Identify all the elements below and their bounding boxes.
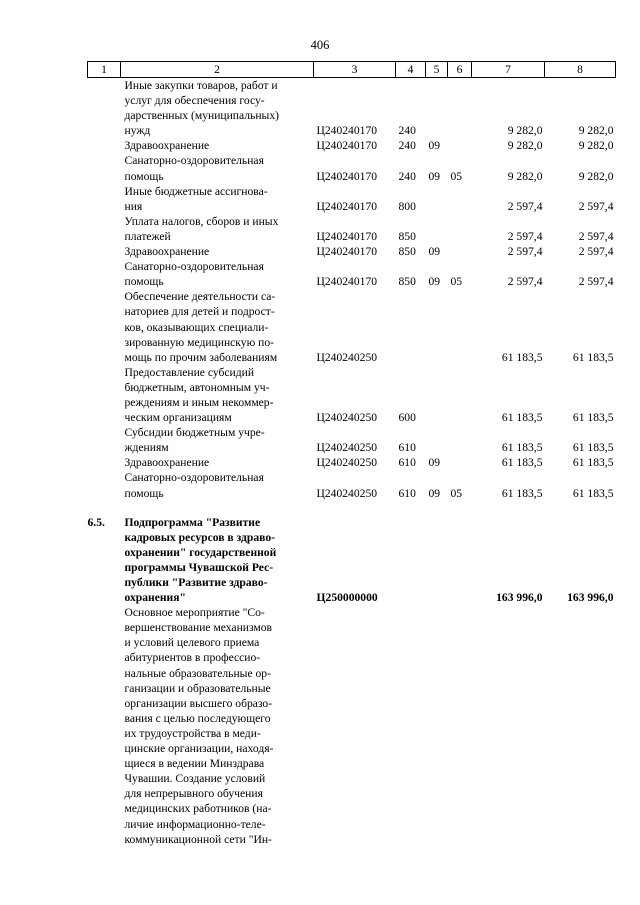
column-number-row [88,62,616,78]
row-vr: 850 [398,275,416,289]
row-name-line: ния [124,199,143,213]
row-name-line: Здравоохранение [124,245,210,259]
column-number: 6 [448,62,472,78]
row-pr: 05 [450,486,463,500]
row-index [88,470,121,500]
row-name-line: для непрерывного обучения [124,787,263,801]
row-name-line: щиеся в ведении Минздрава [124,757,265,771]
row-name-line: Здравоохранение [124,456,210,470]
spacer-cell [121,501,314,515]
row-pr [448,455,472,470]
row-name-line: бюджетным, автономным уч- [124,380,270,394]
row-name-line: дарственных (муниципальных) [124,109,279,123]
row-name [121,365,314,425]
empty-cell [472,605,545,847]
row-name-line: охранении" государственной [124,545,277,559]
row-name [121,455,314,470]
subprogram-pr [448,515,472,606]
row-sum-2: 9 282,0 [578,169,614,183]
row-name-line: ческим организациям [124,411,232,425]
row-sum-2: 9 282,0 [578,124,614,138]
row-sum-1: 2 597,4 [507,245,543,259]
subprogram-rz [426,515,448,606]
row-index [88,138,121,153]
row-name-line: Основное мероприятие "Со- [124,606,265,620]
row-name-line: помощь [124,169,164,183]
row-sum-1: 2 597,4 [507,229,543,243]
row-vr: 240 [398,124,416,138]
row-sum-1: 61 183,5 [501,456,543,470]
row-pr [448,78,472,139]
spacer-cell [396,501,426,515]
empty-cell [426,605,448,847]
row-name [121,138,314,153]
row-name-line: Санаторно-оздоровительная [124,154,264,168]
row-sum-2: 9 282,0 [578,139,614,153]
row-name-line: и условий целевого приема [124,636,260,650]
page-number: 406 [310,38,330,52]
row-name-line: нальные образовательные ор- [124,666,271,680]
row-name-line: Уплата налогов, сборов и иных [124,214,279,228]
table-row [88,455,616,470]
column-number: 2 [121,62,314,78]
row-sum-2: 61 183,5 [572,411,614,425]
row-vr: 610 [398,486,416,500]
table-row [88,78,616,139]
subprogram-index: 6.5. [87,515,105,529]
subprogram-vr [396,515,426,606]
row-sum-1: 61 183,5 [501,486,543,500]
row-vr: 240 [398,139,416,153]
row-name-line: вершенствование механизмов [124,621,273,635]
subprogram-sum-2: 163 996,0 [567,591,614,605]
row-sum-1: 61 183,5 [501,441,543,455]
row-name-line: наториев для детей и подрост- [124,305,275,319]
empty-cell [448,605,472,847]
row-vr: 610 [398,456,416,470]
row-sum-2: 61 183,5 [572,456,614,470]
row-name-line: реждениям и иным некоммер- [124,395,274,409]
subprogram-row [88,515,616,606]
column-number: 8 [545,62,616,78]
row-name-line: ждениям [124,441,169,455]
row-rz [426,365,448,425]
row-sum-1: 9 282,0 [507,169,543,183]
row-name [121,515,314,606]
row-sum-2: 61 183,5 [572,441,614,455]
row-sum-1: 9 282,0 [507,124,543,138]
row-rz: 09 [428,169,441,183]
row-vr: 800 [398,199,416,213]
table-body [88,78,616,847]
row-rz [426,425,448,455]
row-name [121,259,314,289]
row-name-line: организации высшего образо- [124,696,273,710]
row-code: Ц240240170 [316,169,378,183]
subprogram-code: Ц250000000 [316,591,378,605]
row-pr [448,214,472,244]
table-row [88,470,616,500]
row-pr [448,425,472,455]
row-rz [426,214,448,244]
spacer-cell [88,501,121,515]
row-name [121,184,314,214]
row-sum-1: 61 183,5 [501,411,543,425]
row-vr: 610 [398,441,416,455]
continued-row [88,605,616,847]
row-name-line: вания с целью последующего [124,711,271,725]
spacer-cell [448,501,472,515]
table-row [88,425,616,455]
row-pr: 05 [450,275,463,289]
row-pr [448,289,472,364]
row-name-line: коммуникационной сети "Ин- [124,832,272,846]
spacer-cell [545,501,616,515]
table-row [88,153,616,183]
subprogram-sum-1: 163 996,0 [496,591,543,605]
row-name-line: Обеспечение деятельности са- [124,290,276,304]
row-code: Ц240240250 [316,456,378,470]
row-index [88,153,121,183]
row-pr [448,365,472,425]
row-name [121,153,314,183]
row-code: Ц240240250 [316,411,378,425]
row-code: Ц240240250 [316,486,378,500]
row-rz [426,289,448,364]
row-name-line: публики "Развитие здраво- [124,576,268,589]
row-pr [448,244,472,259]
spacer-cell [314,501,396,515]
row-pr: 05 [450,169,463,183]
row-sum-2: 2 597,4 [578,199,614,213]
row-name-line: их трудоустройства в меди- [124,726,261,740]
row-rz: 09 [428,275,441,289]
row-index [88,214,121,244]
column-number: 3 [314,62,396,78]
row-sum-1: 2 597,4 [507,199,543,213]
row-code: Ц240240250 [316,441,378,455]
row-name-line: ков, оказывающих специали- [124,320,269,334]
row-name-line: Здравоохранение [124,139,210,153]
row-sum-1: 61 183,5 [501,350,543,364]
row-sum-2: 2 597,4 [578,275,614,289]
row-name-line: личие информационно-теле- [124,817,266,831]
row-name [121,289,314,364]
row-code: Ц240240250 [316,350,378,364]
row-name-line: ганизации и образовательные [124,681,271,695]
row-rz: 09 [428,456,441,470]
row-sum-2: 61 183,5 [572,486,614,500]
row-name [121,244,314,259]
row-name-line: Подпрограмма "Развитие [124,515,261,529]
spacer-cell [426,501,448,515]
empty-cell [314,605,396,847]
budget-table [87,61,616,847]
row-name-line: Санаторно-оздоровительная [124,260,264,274]
row-pr [448,184,472,214]
row-name-line: абитуриентов в профессио- [124,651,261,665]
row-name [121,470,314,500]
row-name-line: Санаторно-оздоровительная [124,471,264,485]
column-number: 4 [396,62,426,78]
row-code: Ц240240170 [316,229,378,243]
row-vr [396,289,426,364]
row-name-line: Чувашии. Создание условий [124,772,266,786]
spacer-row [88,501,616,515]
row-sum-1: 9 282,0 [507,139,543,153]
row-vr: 850 [398,245,416,259]
row-vr: 240 [398,169,416,183]
row-name-line: медицинских работников (на- [124,802,272,816]
empty-cell [545,605,616,847]
table-row [88,365,616,425]
row-name [121,78,314,139]
row-code: Ц240240170 [316,139,378,153]
row-name [121,425,314,455]
row-name-line: платежей [124,229,171,243]
row-index [88,184,121,214]
row-name-line: услуг для обеспечения госу- [124,94,265,108]
row-rz [426,78,448,139]
row-name-line: программы Чувашской Рес- [124,560,274,574]
row-name-line: нужд [124,124,151,138]
row-index [88,425,121,455]
table-row [88,138,616,153]
table-row [88,289,616,364]
column-number: 5 [426,62,448,78]
table-row [88,184,616,214]
row-index [88,455,121,470]
row-vr: 600 [398,411,416,425]
row-code: Ц240240170 [316,199,378,213]
column-number: 1 [88,62,121,78]
row-index [88,605,121,847]
row-sum-2: 2 597,4 [578,229,614,243]
row-rz: 09 [428,245,441,259]
row-name-line: помощь [124,275,164,289]
row-index [88,244,121,259]
row-index [88,78,121,139]
row-name-line: мощь по прочим заболеваниям [124,350,278,364]
row-name-line: помощь [124,486,164,500]
spacer-cell [472,501,545,515]
row-sum-2: 61 183,5 [572,350,614,364]
table-row [88,259,616,289]
row-code: Ц240240170 [316,124,378,138]
row-code: Ц240240170 [316,245,378,259]
row-code: Ц240240170 [316,275,378,289]
row-name-line: кадровых ресурсов в здраво- [124,530,275,544]
table-row [88,214,616,244]
row-name-line: Иные закупки товаров, работ и [124,79,278,92]
row-sum-1: 2 597,4 [507,275,543,289]
column-number: 7 [472,62,545,78]
row-pr [448,138,472,153]
row-rz: 09 [428,139,441,153]
row-name [121,214,314,244]
row-name-line: Иные бюджетные ассигнова- [124,184,268,198]
empty-cell [396,605,426,847]
row-name-line: охранения" [124,591,186,605]
row-vr: 850 [398,229,416,243]
row-rz [426,184,448,214]
row-name-line: зированную медицинскую по- [124,335,274,349]
row-name-line: Предоставление субсидий [124,365,255,379]
row-index [88,289,121,364]
table-row [88,244,616,259]
row-index [88,259,121,289]
row-rz: 09 [428,486,441,500]
row-sum-2: 2 597,4 [578,245,614,259]
row-name [121,605,314,847]
row-index [88,365,121,425]
row-name-line: цинские организации, находя- [124,742,274,756]
row-name-line: Субсидии бюджетным учре- [124,426,265,440]
